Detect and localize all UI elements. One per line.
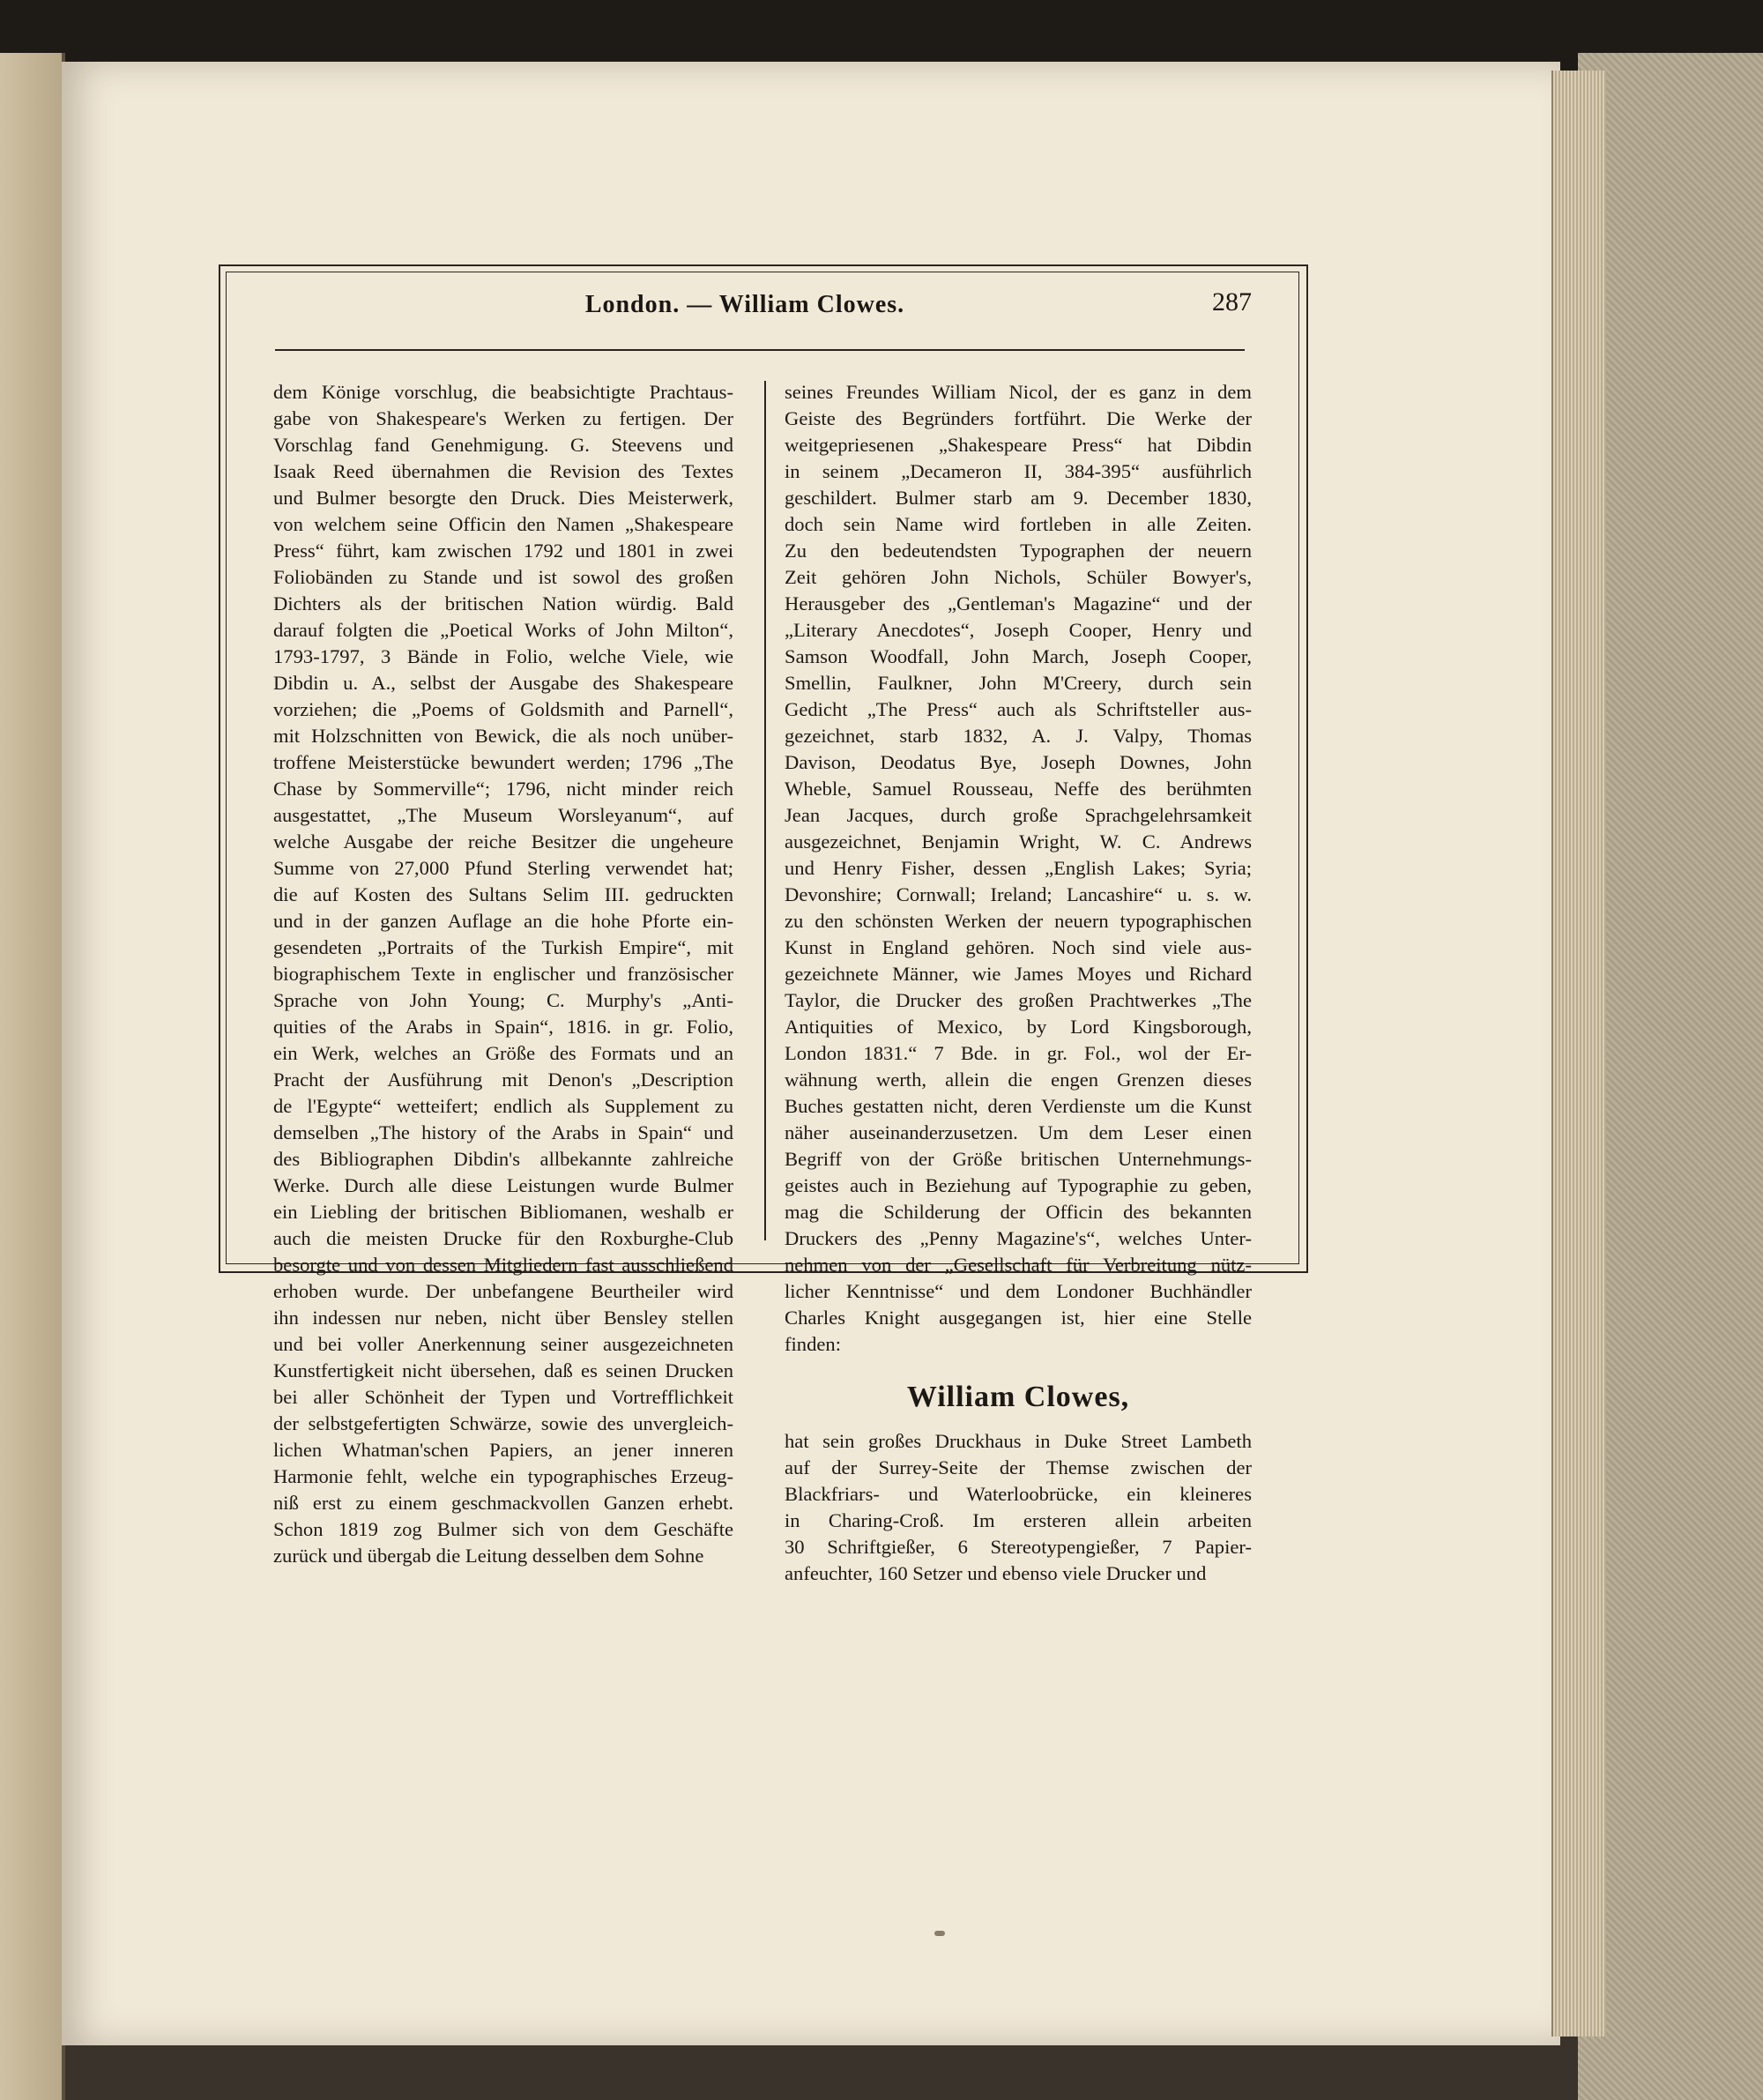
- text-line: der selbstgefertigten Schwärze, sowie des unvergleich-: [273, 1412, 733, 1434]
- text-line: 30 Schriftgießer, 6 Stereotypengießer, 7 Papier-: [785, 1536, 1252, 1558]
- text-line: zu den schönsten Werken der neuern typographischen: [785, 910, 1252, 932]
- text-line: und bei voller Anerkennung seiner ausgezeichneten: [273, 1333, 733, 1355]
- text-line: Sprache von John Young; C. Murphy's „Anti-: [273, 989, 733, 1011]
- text-line: Werke. Durch alle diese Leistungen wurde Bulmer: [273, 1174, 733, 1196]
- text-line: ein Werk, welches an Größe des Formats und an: [273, 1042, 733, 1064]
- text-line: Pracht der Ausführung mit Denon's „Description: [273, 1069, 733, 1091]
- text-line: darauf folgten die „Poetical Works of John Milton“,: [273, 619, 733, 641]
- text-line: de l'Egypte“ wetteifert; endlich als Supplement zu: [273, 1095, 733, 1117]
- text-line: in Charing-Croß. Im ersteren allein arbeiten: [785, 1509, 1252, 1531]
- section-heading: William Clowes,: [906, 1381, 1130, 1413]
- text-line: auf der Surrey-Seite der Themse zwischen der: [785, 1456, 1252, 1478]
- text-line: gabe von Shakespeare's Werken zu fertigen. Der: [273, 407, 733, 429]
- right-column-text-continued: [785, 1428, 1252, 1587]
- text-line: Isaak Reed übernahmen die Revision des Textes: [273, 460, 733, 482]
- text-line: Schon 1819 zog Bulmer sich von dem Geschäfte: [273, 1518, 733, 1540]
- text-line: Druckers des „Penny Magazine's“, welches Unter-: [785, 1227, 1252, 1249]
- text-line: vorziehen; die „Poems of Goldsmith and Parnell“,: [273, 698, 733, 720]
- header-rule: [275, 349, 1245, 351]
- facing-page-edge: [0, 53, 65, 2100]
- text-line: lichen Whatman'schen Papiers, an jener inneren: [273, 1439, 733, 1461]
- text-line: licher Kenntnisse“ und dem Londoner Buchhändler: [785, 1280, 1252, 1302]
- text-line: besorgte und von dessen Mitgliedern fast ausschließend: [273, 1254, 733, 1276]
- text-line: welche Ausgabe der reiche Besitzer die ungeheure: [273, 830, 733, 853]
- text-line: Davison, Deodatus Bye, Joseph Downes, John: [785, 751, 1252, 773]
- text-line: gezeichnete Männer, wie James Moyes und Richard: [785, 963, 1252, 985]
- text-line: Geiste des Begründers fortführt. Die Werke der: [785, 407, 1252, 429]
- text-line: Dichters als der britischen Nation würdig. Bald: [273, 592, 733, 614]
- text-line: dem Könige vorschlug, die beabsichtigte Prachtaus-: [273, 381, 733, 403]
- text-line: Kunstfertigkeit nicht übersehen, daß es seinen Drucken: [273, 1359, 733, 1381]
- text-line: Jean Jacques, durch große Sprachgelehrsamkeit: [785, 804, 1252, 826]
- text-line: bei aller Schönheit der Typen und Vortrefflichkeit: [273, 1386, 733, 1408]
- text-line: die auf Kosten des Sultans Selim III. gedruckten: [273, 883, 733, 905]
- text-line: des Bibliographen Dibdin's allbekannte zahlreiche: [273, 1148, 733, 1170]
- text-line: hat sein großes Druckhaus in Duke Street Lambeth: [785, 1430, 1252, 1452]
- text-line: Begriff von der Größe britischen Unternehmungs-: [785, 1148, 1252, 1170]
- text-line: geschildert. Bulmer starb am 9. December 1830,: [785, 487, 1252, 509]
- text-line: Herausgeber des „Gentleman's Magazine“ und der: [785, 592, 1252, 614]
- text-line: und in der ganzen Auflage an die hohe Pforte ein-: [273, 910, 733, 932]
- text-line: in seinem „Decameron II, 384-395“ ausführlich: [785, 460, 1252, 482]
- text-line: nehmen von der „Gesellschaft für Verbreitung nütz-: [785, 1254, 1252, 1276]
- text-line: seines Freundes William Nicol, der es ganz in dem: [785, 381, 1252, 403]
- text-line: finden:: [785, 1333, 841, 1355]
- right-column-text: [785, 379, 1252, 1358]
- text-line: Charles Knight ausgegangen ist, hier eine Stelle: [785, 1307, 1252, 1329]
- column-divider: [764, 381, 766, 1240]
- text-line: Press“ führt, kam zwischen 1792 und 1801 in zwei: [273, 540, 733, 562]
- text-line: Harmonie fehlt, welche ein typographisches Erzeug-: [273, 1465, 733, 1487]
- text-line: 1793-1797, 3 Bände in Folio, welche Viele, wie: [273, 645, 733, 667]
- text-line: Smellin, Faulkner, John M'Creery, durch sein: [785, 672, 1252, 694]
- text-line: Devonshire; Cornwall; Ireland; Lancashire“ u. s. w.: [785, 883, 1252, 905]
- text-line: doch sein Name wird fortleben in alle Zeiten.: [785, 513, 1252, 535]
- text-line: Zeit gehören John Nichols, Schüler Bowyer's,: [785, 566, 1252, 588]
- text-line: Summe von 27,000 Pfund Sterling verwendet hat;: [273, 857, 733, 879]
- page-block-edges: [1551, 71, 1606, 2037]
- page-header: [238, 287, 1252, 335]
- text-line: quities of the Arabs in Spain“, 1816. in gr. Folio,: [273, 1016, 733, 1038]
- text-line: Antiquities of Mexico, by Lord Kingsborough,: [785, 1016, 1252, 1038]
- text-line: Vorschlag fand Genehmigung. G. Steevens und: [273, 434, 733, 456]
- text-line: demselben „The history of the Arabs in Spain“ und: [273, 1121, 733, 1143]
- text-line: zurück und übergab die Leitung desselben dem Sohne: [273, 1545, 704, 1567]
- text-line: „Literary Anecdotes“, Joseph Cooper, Henry und: [785, 619, 1252, 641]
- text-line: ihn indessen nur neben, nicht über Bensley stellen: [273, 1307, 733, 1329]
- text-line: ein Liebling der britischen Bibliomanen, weshalb er: [273, 1201, 733, 1223]
- background-top: [0, 0, 1763, 71]
- left-column: [273, 379, 733, 1569]
- text-line: von welchem seine Officin den Namen „Shakespeare: [273, 513, 733, 535]
- text-line: weitgepriesenen „Shakespeare Press“ hat Dibdin: [785, 434, 1252, 456]
- text-line: Kunst in England gehören. Noch sind viele aus-: [785, 936, 1252, 958]
- text-line: mag die Schilderung der Officin des bekannten: [785, 1201, 1252, 1223]
- text-line: Wheble, Samuel Rousseau, Neffe des berühmten: [785, 778, 1252, 800]
- text-line: geistes auch in Beziehung auf Typographie zu geben,: [785, 1174, 1252, 1196]
- text-line: biographischem Texte in englischer und französischer: [273, 963, 733, 985]
- running-head: London. — William Clowes.: [584, 291, 905, 318]
- page-number: 287: [1212, 287, 1252, 316]
- text-line: Taylor, die Drucker des großen Prachtwerkes „The: [785, 989, 1252, 1011]
- text-line: ausgestattet, „The Museum Worsleyanum“, auf: [273, 804, 733, 826]
- text-line: Zu den bedeutendsten Typographen der neuern: [785, 540, 1252, 562]
- text-line: mit Holzschnitten von Bewick, die als noch unüber-: [273, 725, 733, 747]
- text-line: näher auseinanderzusetzen. Um dem Leser einen: [785, 1121, 1252, 1143]
- text-line: ausgezeichnet, Benjamin Wright, W. C. Andrews: [785, 830, 1252, 853]
- page-blemish: [934, 1931, 945, 1936]
- text-line: niß erst zu einem geschmackvollen Ganzen erhebt.: [273, 1492, 733, 1514]
- text-line: Foliobänden zu Stande und ist sowol des großen: [273, 566, 733, 588]
- text-line: Buches gestatten nicht, deren Verdienste um die Kunst: [785, 1095, 1252, 1117]
- text-line: und Henry Fisher, dessen „English Lakes; Syria;: [785, 857, 1252, 879]
- text-line: Gedicht „The Press“ auch als Schriftsteller aus-: [785, 698, 1252, 720]
- text-line: Samson Woodfall, John March, Joseph Cooper,: [785, 645, 1252, 667]
- right-column: [785, 379, 1252, 1587]
- text-line: Chase by Sommerville“; 1796, nicht minder reich: [273, 778, 733, 800]
- text-line: London 1831.“ 7 Bde. in gr. Fol., wol der Er-: [785, 1042, 1252, 1064]
- text-line: wähnung werth, allein die engen Grenzen dieses: [785, 1069, 1252, 1091]
- text-line: und Bulmer besorgte den Druck. Dies Meisterwerk,: [273, 487, 733, 509]
- text-line: Blackfriars- und Waterloobrücke, ein kleineres: [785, 1483, 1252, 1505]
- text-line: erhoben wurde. Der unbefangene Beurtheiler wird: [273, 1280, 733, 1302]
- text-line: auch die meisten Drucke für den Roxburghe-Club: [273, 1227, 733, 1249]
- text-line: troffene Meisterstücke bewundert werden; 1796 „The: [273, 751, 733, 773]
- text-line: gesendeten „Portraits of the Turkish Empire“, mit: [273, 936, 733, 958]
- text-line: gezeichnet, starb 1832, A. J. Valpy, Thomas: [785, 725, 1252, 747]
- text-line: Dibdin u. A., selbst der Ausgabe des Shakespeare: [273, 672, 733, 694]
- text-line: anfeuchter, 160 Setzer und ebenso viele Drucker und: [785, 1562, 1207, 1584]
